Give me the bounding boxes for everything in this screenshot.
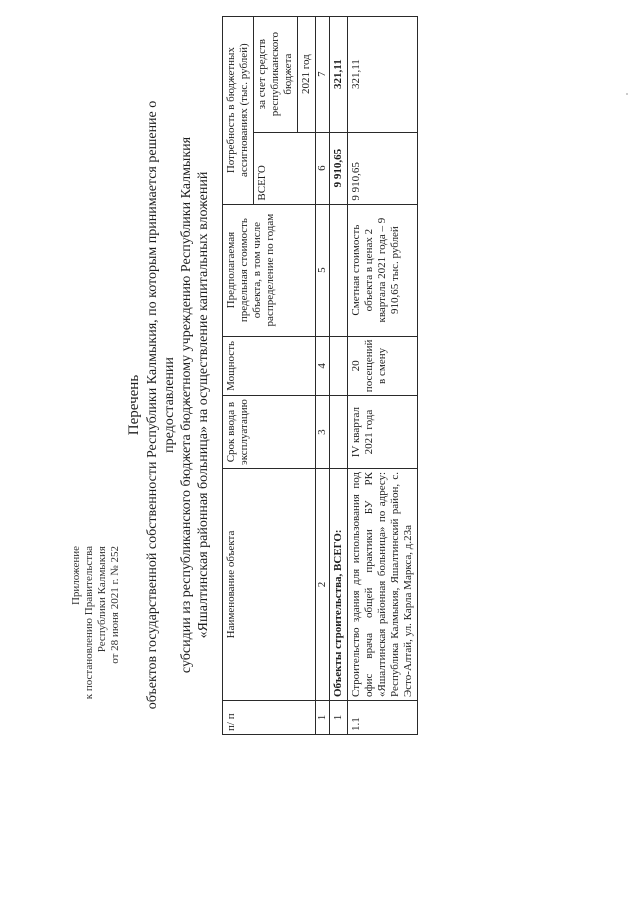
header-budget-need: Потребность в бюджетных ассигнованиях (тыс. рублей) bbox=[223, 16, 254, 204]
row-number: 1 bbox=[330, 701, 348, 735]
scan-speck bbox=[626, 93, 628, 95]
header-number: п/ п bbox=[223, 701, 316, 735]
row-capacity bbox=[330, 336, 348, 396]
column-number: 1 bbox=[316, 701, 330, 735]
row-total: 9 910,65 bbox=[348, 132, 418, 204]
row-total: 9 910,65 bbox=[330, 132, 348, 204]
appendix-line: от 28 июня 2021 г. № 252 bbox=[109, 546, 121, 664]
header-cost: Предполагаемая предельная стоимость объекта, в том числе распределение по годам bbox=[223, 204, 316, 336]
appendix-line: Республики Калмыкия bbox=[96, 546, 108, 653]
row-term: IV квартал 2021 года bbox=[348, 396, 418, 469]
column-number: 3 bbox=[316, 396, 330, 469]
column-number: 5 bbox=[316, 204, 330, 336]
header-republican-budget: за счет средств республиканского бюджета bbox=[254, 16, 298, 132]
header-year: 2021 год bbox=[298, 16, 316, 132]
heading-title: Перечень bbox=[126, 374, 142, 436]
column-number: 6 bbox=[316, 132, 330, 204]
row-object-name: Строительство здания для использования под офис врача общей практики БУ РК «Яшалтинская районная больница» по адресу: Республика Калмыкия, Яшалтинский район, с. Эсто-Алтай, ул. Карла Маркса, д.23а bbox=[348, 469, 418, 701]
row-object-name: Объекты строительства, ВСЕГО: bbox=[330, 469, 348, 701]
table-header-row bbox=[223, 16, 254, 734]
row-republican-budget: 321,11 bbox=[348, 16, 418, 132]
appendix-block bbox=[70, 546, 122, 786]
objects-table bbox=[222, 16, 418, 735]
row-republican-budget: 321,11 bbox=[330, 16, 348, 132]
appendix-line: к постановлению Правительства bbox=[83, 546, 95, 700]
row-capacity: 20 посещений в смену bbox=[348, 336, 418, 396]
header-object-name: Наименование объекта bbox=[223, 469, 316, 701]
row-term bbox=[330, 396, 348, 469]
heading-line: субсидии из республиканского бюджета бюджетному учреждению Республики Калмыкия bbox=[179, 136, 194, 674]
row-cost: Сметная стоимость объекта в ценах 2 квартала 2021 года – 9 910,65 тыс. рублей bbox=[348, 204, 418, 336]
column-number: 2 bbox=[316, 469, 330, 701]
column-number: 4 bbox=[316, 336, 330, 396]
header-total: ВСЕГО bbox=[254, 132, 316, 204]
document-heading bbox=[126, 55, 212, 755]
column-number-row bbox=[316, 16, 330, 734]
table-row bbox=[348, 16, 418, 734]
header-capacity: Мощность bbox=[223, 336, 316, 396]
table-row bbox=[330, 16, 348, 734]
row-cost bbox=[330, 204, 348, 336]
appendix-line: Приложение bbox=[70, 546, 82, 606]
column-number: 7 bbox=[316, 16, 330, 132]
heading-line: «Яшалтинская районная больница» на осуществление капитальных вложений bbox=[196, 171, 211, 639]
heading-line: объектов государственной собственности Республики Калмыкия, по которым принимается решение о предоставлении bbox=[145, 100, 177, 710]
row-number: 1.1 bbox=[348, 701, 418, 735]
header-commissioning-term: Срок ввода в эксплуатацию bbox=[223, 396, 316, 469]
